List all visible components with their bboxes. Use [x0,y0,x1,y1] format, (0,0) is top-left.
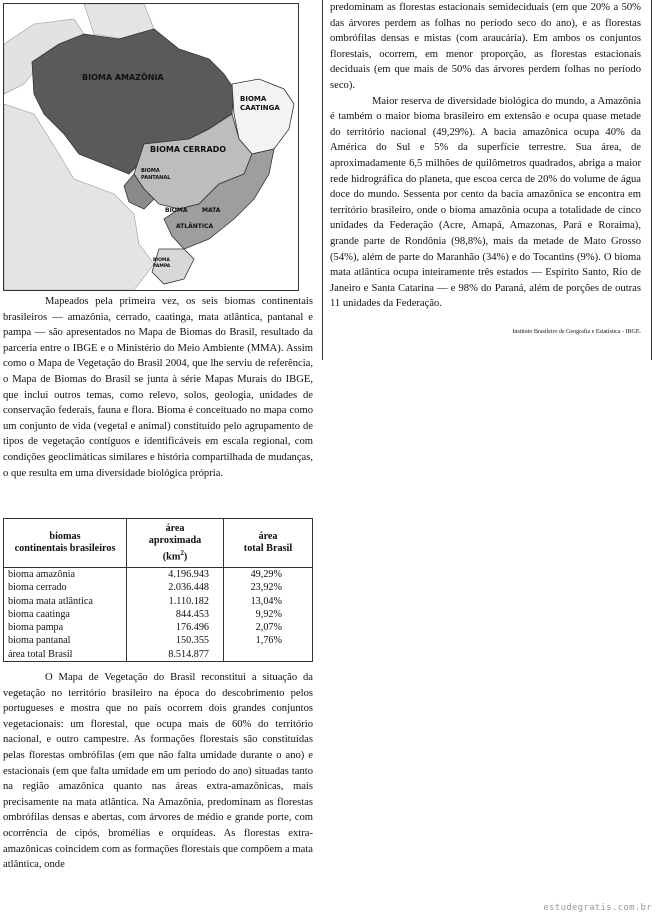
map-label-amazonia: BIOMA AMAZÔNIA [82,73,164,82]
map-label-caatinga-2: CAATINGA [240,104,280,112]
table-cell-area: 4.196.943 [127,568,224,582]
watermark: estudegratis.com.br [543,903,652,913]
table-row [4,634,313,647]
table-cell-total-label: área total Brasil [4,648,127,662]
table-cell-total-pct [224,648,313,662]
table-row [4,621,313,634]
map-label-mata-3: ATLÂNTICA [176,223,214,230]
table-cell-bioma: bioma cerrado [4,581,127,594]
table-cell-pct: 9,92% [224,608,313,621]
table-row [4,581,313,594]
article-column-left-bottom [3,670,313,873]
table-cell-bioma: bioma pantanal [4,634,127,647]
brazil-biome-map-graphic [4,4,298,290]
paragraph-vegetation: O Mapa de Vegetação do Brasil reconstitui a situação da vegetação no território brasileiro na época do descobrimento pelos portugueses e mostra que no país ocorrem dois grandes conjuntos vegetacionais: um florestal, que ocupa mais de 60% do território nacional, e outro campestre. As formações florestais são constituídas pelas florestas ombrófilas (em que não falta umidade durante o ano) e estacionais (em que falta umidade em um período do ano) situadas tanto na região amazônica quanto nas áreas extra-amazônicas, mais precisamente na mata atlântica. Na Amazônia, predominam as florestas ombrófilas densas e abertas, com árvores de médio e grande porte, com ocorrência de cipós, bromélias e orquídeas. As florestas extra-amazônicas coincidem com as formações florestais que compõem a mata atlântica, onde [3,672,313,871]
paragraph-amazonia: Maior reserva de diversidade biológica do mundo, a Amazônia é também o maior bioma brasileiro em extensão e ocupa quase metade do território nacional (49,29%). A bacia amazônica ocupa 40% da América do Sul e 5% da superfície terrestre. Sua área, de aproximadamente 6,5 milhões de quilômetros quadrados, abriga a maior rede hidrográfica do planeta, que escoa cerca de 20% do volume de água doce do mundo. Sessenta por cento da bacia amazônica se encontra em território brasileiro, onde o bioma amazônia ocupa a totalidade de cinco unidades da Federação (Acre, Amapá, Amazonas, Pará e Roraima), grande parte de Rondônia (98,8%), mais da metade de Mato Grosso (54%), além de parte do Maranhão (34%) e do Tocantins (9%). O bioma mata atlântica ocupa inteiramente três estados — Espírito Santo, Rio de Janeiro e Santa Catarina — e 98% do Paraná, além de porções de outras 11 unidades da Federação. [330,95,641,310]
map-label-pampa-2: PAMPA [153,264,171,269]
table-row [4,568,313,582]
column-header-area: área aproximada $(km^2)$ [127,519,224,568]
table-cell-pct: 13,04% [224,595,313,608]
map-label-pantanal-1: BIOMA [141,168,160,174]
map-label-pantanal-2: PANTANAL [141,175,171,181]
table-cell-bioma: bioma caatinga [4,608,127,621]
table-row [4,608,313,621]
table-cell-bioma: bioma amazônia [4,568,127,582]
paragraph-vegetation-continued: predominam as florestas estacionais semideciduais (em que 20% a 50% das árvores perdem as folhas no período seco do ano), e as florestas ombrófilas densas e mistas (com araucária). Em ambos os conjuntos florestais, ocorrem, em menor proporção, as florestas estacionais deciduais (em que mais de 50% das árvores perdem folhas no período seco). [330,2,641,91]
table-row [4,595,313,608]
article-column-right [330,0,641,312]
table-header-row [4,519,313,568]
table-cell-pct: 1,76% [224,634,313,647]
right-border [651,0,652,360]
biomes-area-table [3,518,313,662]
map-label-mata-1: BIOMA [165,207,188,214]
column-header-total: área total Brasil [224,519,313,568]
table-cell-area: 844.453 [127,608,224,621]
table-cell-total-area: 8.514.877 [127,648,224,662]
table-cell-pct: 2,07% [224,621,313,634]
table-cell-bioma: bioma mata atlântica [4,595,127,608]
table-cell-area: 2.036.448 [127,581,224,594]
biome-map [3,3,299,291]
table-cell-area: 1.110.182 [127,595,224,608]
column-divider [322,0,323,360]
map-label-caatinga-1: BIOMA [240,95,267,103]
table-cell-pct: 49,29% [224,568,313,582]
column-header-biomas: biomas continentais brasileiros [4,519,127,568]
table-cell-bioma: bioma pampa [4,621,127,634]
paragraph-intro: Mapeados pela primeira vez, os seis biomas continentais brasileiros — amazônia, cerrado, caatinga, mata atlântica, pantanal e pampa — são apresentados no Mapa de Biomas do Brasil, resultado da parceria entre o IBGE e o Ministério do Meio Ambiente (MMA). Assim como o Mapa de Vegetação do Brasil 2004, que lhe serviu de referência, o Mapa de Biomas do Brasil se junta à série Mapas Murais do IBGE, que inclui outros temas, como relevo, solos, geologia, unidades de conservação federais, fauna e flora. Bioma é conceituado no mapa como um conjunto de vida (vegetal e animal) constituído pelo agrupamento de tipos de vegetação contíguos e identificáveis em escala regional, com condições geoclimáticas similares e história compartilhada de mudanças, o que resulta em uma diversidade biológica própria. [3,296,313,479]
map-label-mata-2: MATA [202,207,221,214]
source-credit: Instituto Brasileiro de Geografia e Estatística - IBGE. [512,329,641,335]
table-cell-pct: 23,92% [224,581,313,594]
table-cell-area: 150.355 [127,634,224,647]
article-column-left [3,294,313,481]
map-label-cerrado: BIOMA CERRADO [150,145,227,154]
table-cell-area: 176.496 [127,621,224,634]
table-row-total [4,648,313,662]
map-label-pampa-1: BIOMA [153,258,170,263]
